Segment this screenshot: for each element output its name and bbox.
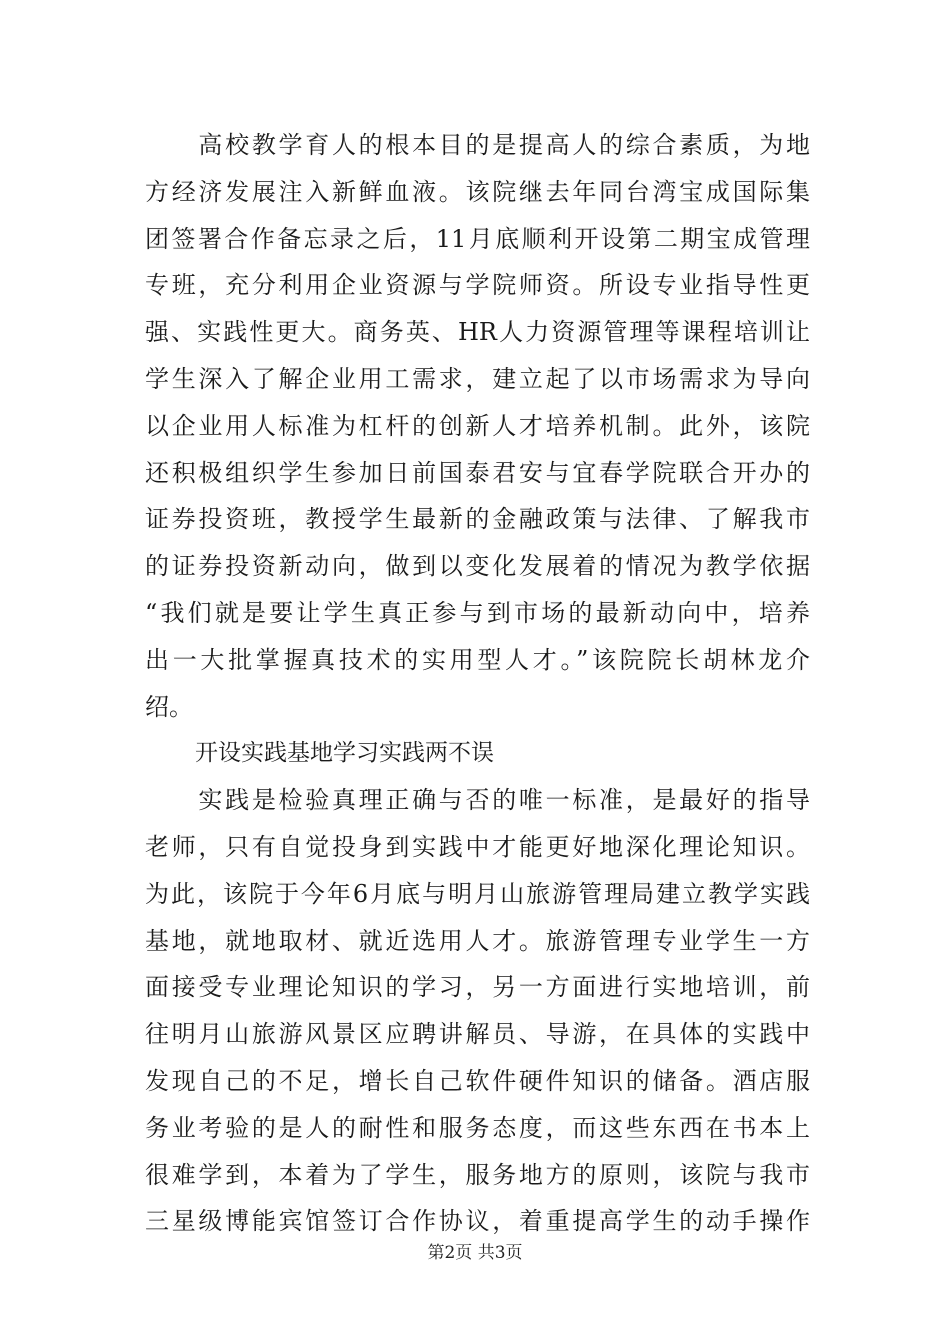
text-line: 证券投资班，教授学生最新的金融政策与法律、了解我市 [145, 505, 810, 534]
text-line: 很难学到，本着为了学生，服务地方的原则，该院与我市 [145, 1160, 810, 1189]
text-line: 学生深入了解企业用工需求，建立起了以市场需求为导向 [145, 364, 810, 393]
text-line: 为此，该院于今年6月底与明月山旅游管理局建立教学实践 [145, 879, 810, 908]
text-line: 务业考验的是人的耐性和服务态度，而这些东西在书本上 [145, 1113, 810, 1142]
text-line: “我们就是要让学生真正参与到市场的最新动向中，培养 [145, 598, 810, 627]
text-line: 基地，就地取材、就近选用人才。旅游管理专业学生一方 [145, 926, 810, 955]
text-line: 老师，只有自觉投身到实践中才能更好地深化理论知识。 [145, 832, 810, 861]
section-heading: 开设实践基地学习实践两不误 [195, 740, 494, 767]
text-line: 还积极组织学生参加日前国泰君安与宜春学院联合开办的 [145, 458, 810, 487]
text-line: 以企业用人标准为杠杆的创新人才培养机制。此外，该院 [145, 411, 810, 440]
text-line: 面接受专业理论知识的学习，另一方面进行实地培训，前 [145, 973, 810, 1002]
text-line: 方经济发展注入新鲜血液。该院继去年同台湾宝成国际集 [145, 177, 810, 206]
text-line: 专班，充分利用企业资源与学院师资。所设专业指导性更 [145, 271, 810, 300]
text-line: 出一大批掌握真技术的实用型人才。”该院院长胡林龙介 [145, 645, 810, 674]
text-line: 往明月山旅游风景区应聘讲解员、导游，在具体的实践中 [145, 1020, 810, 1049]
text-line: 实践是检验真理正确与否的唯一标准，是最好的指导 [145, 786, 810, 815]
page-number-footer: 第2页 共3页 [427, 1243, 523, 1263]
text-line: 绍。 [145, 692, 193, 721]
text-line: 的证券投资新动向，做到以变化发展着的情况为教学依据 [145, 552, 810, 581]
text-line: 发现自己的不足，增长自己软件硬件知识的储备。酒店服 [145, 1066, 810, 1095]
text-line: 三星级博能宾馆签订合作协议，着重提高学生的动手操作 [145, 1207, 810, 1236]
text-line: 团签署合作备忘录之后，11月底顺利开设第二期宝成管理 [145, 224, 810, 253]
text-line: 强、实践性更大。商务英、HR人力资源管理等课程培训让 [145, 318, 810, 347]
body-text [145, 122, 810, 1245]
text-line: 高校教学育人的根本目的是提高人的综合素质，为地 [145, 131, 810, 159]
